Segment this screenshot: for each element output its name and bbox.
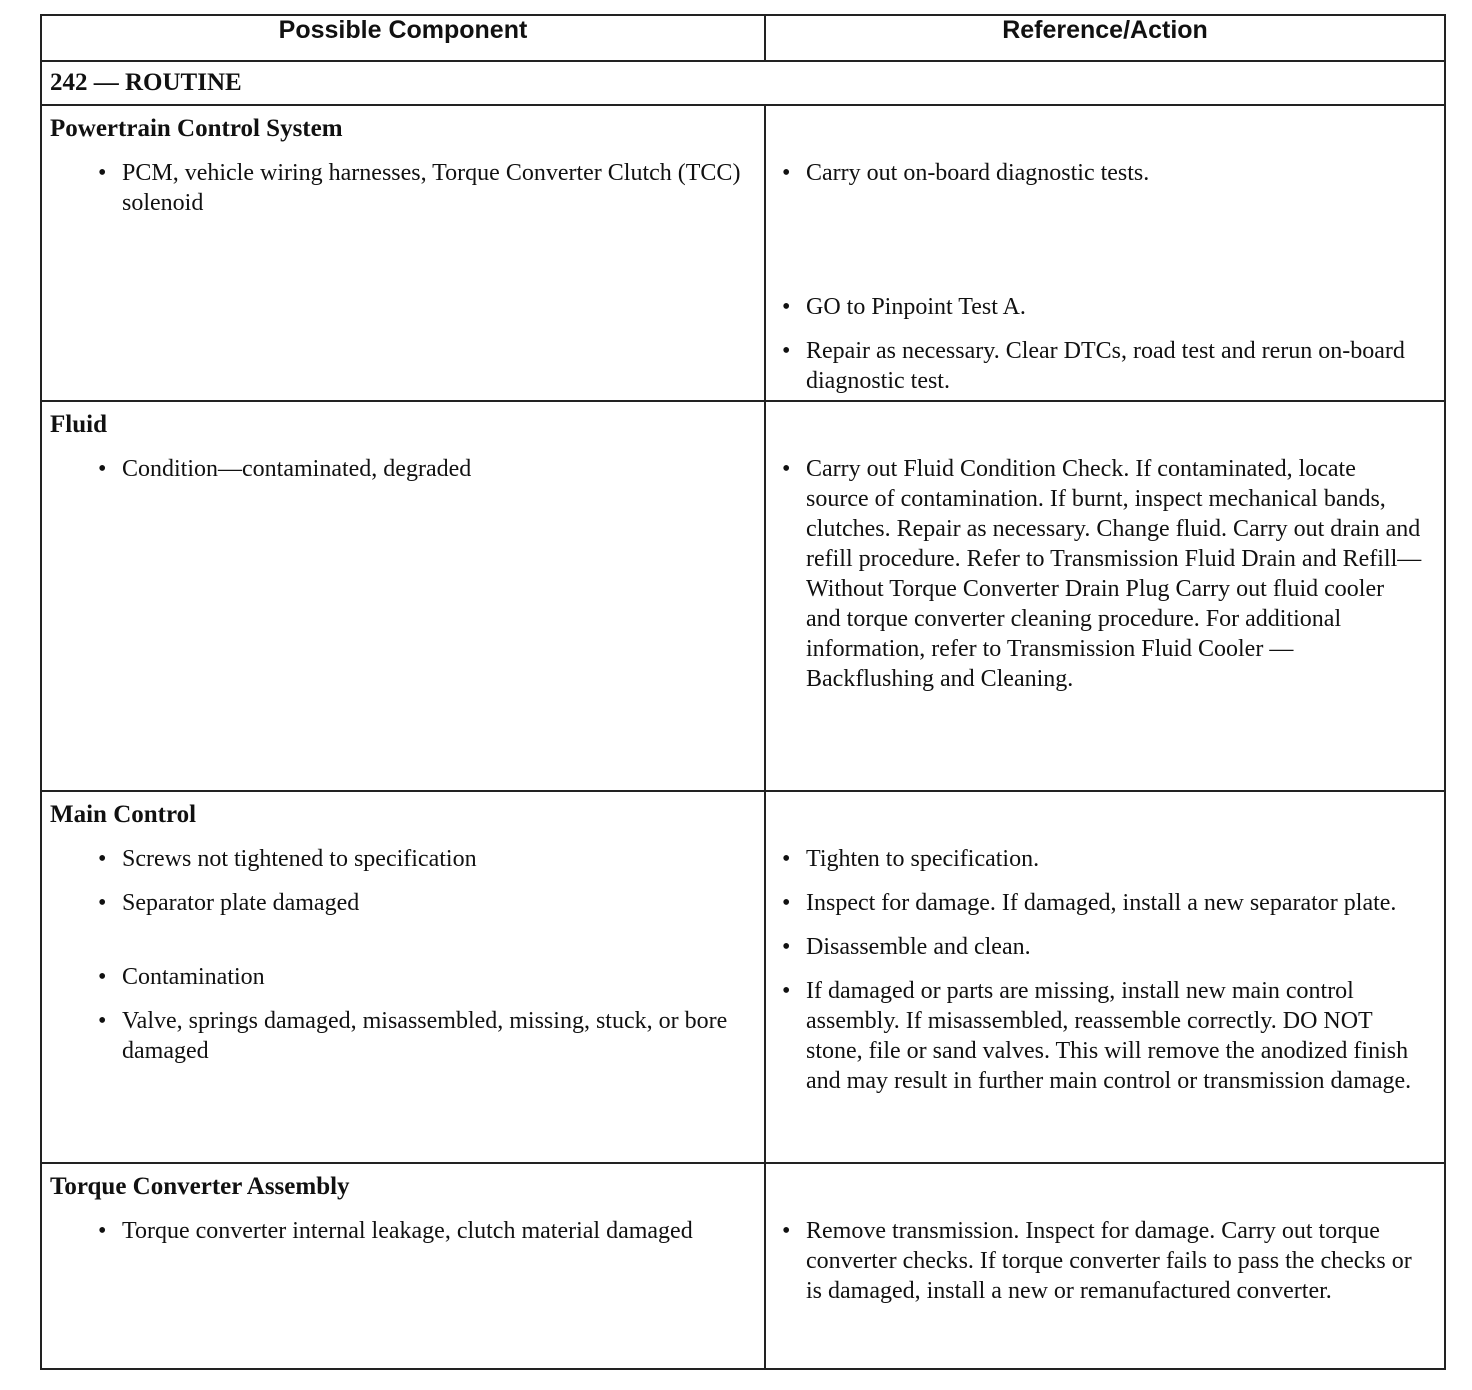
section-title: Fluid [50, 411, 107, 438]
action-item: • GO to Pinpoint Test A. [782, 294, 1026, 320]
action-cell [765, 1163, 1445, 1369]
action-item: • Tighten to specification. [782, 846, 1040, 872]
diagnosis-table [40, 14, 1446, 1370]
section-title: Main Control [50, 801, 197, 828]
bullet-icon: • [782, 934, 791, 960]
bullet-icon: • [782, 890, 791, 916]
component-item: • Contamination [98, 964, 265, 990]
bullet-icon: • [98, 846, 107, 872]
section-row-fluid [41, 401, 1445, 791]
section-row-powertrain [41, 105, 1445, 401]
component-item: • PCM, vehicle wiring harnesses, Torque Converter Clutch (TCC) solenoid [98, 160, 741, 216]
bullet-icon: • [782, 846, 791, 872]
bullet-icon: • [782, 294, 791, 320]
section-row-torque-converter [41, 1163, 1445, 1369]
action-item: • If damaged or parts are missing, install new main control assembly. If misassembled, reassemble correctly. DO NOT stone, file or sand valves. This will remove the anodized finish and may result in further main control or transmission damage. [782, 978, 1412, 1094]
component-cell [41, 791, 765, 1163]
section-title: Powertrain Control System [50, 115, 343, 142]
action-cell [765, 105, 1445, 401]
table-header-row [41, 15, 1445, 61]
component-cell [41, 1163, 765, 1369]
component-item: • Valve, springs damaged, misassembled, missing, stuck, or bore damaged [98, 1008, 728, 1064]
action-item: • Disassemble and clean. [782, 934, 1031, 960]
component-item: • Condition—contaminated, degraded [98, 456, 472, 482]
action-cell [765, 401, 1445, 791]
bullet-icon: • [782, 338, 791, 364]
bullet-icon: • [98, 1218, 107, 1244]
bullet-icon: • [98, 456, 107, 482]
bullet-icon: • [782, 160, 791, 186]
component-item: • Separator plate damaged [98, 890, 360, 916]
header-possible-component: Possible Component [41, 15, 765, 61]
bullet-icon: • [98, 890, 107, 916]
action-item: • Carry out on-board diagnostic tests. [782, 160, 1150, 186]
bullet-icon: • [98, 160, 107, 186]
component-item: • Torque converter internal leakage, clutch material damaged [98, 1218, 693, 1244]
bullet-icon: • [782, 456, 791, 482]
bullet-icon: • [98, 964, 107, 990]
component-cell [41, 105, 765, 401]
component-item: • Screws not tightened to specification [98, 846, 477, 872]
section-row-main-control [41, 791, 1445, 1163]
code-row [41, 61, 1445, 105]
header-reference-action: Reference/Action [765, 15, 1445, 61]
action-item: • Inspect for damage. If damaged, install a new separator plate. [782, 890, 1397, 916]
action-item: • Repair as necessary. Clear DTCs, road test and rerun on-board diagnostic test. [782, 338, 1405, 394]
component-cell [41, 401, 765, 791]
bullet-icon: • [98, 1008, 107, 1034]
action-item: • Remove transmission. Inspect for damage. Carry out torque converter checks. If torque converter fails to pass the checks or is damaged, install a new or remanufactured converter. [782, 1218, 1412, 1304]
diagnostic-code: 242 — ROUTINE [41, 61, 1445, 105]
action-item: • Carry out Fluid Condition Check. If contaminated, locate source of contamination. If burnt, inspect mechanical bands, clutches. Repair as necessary. Change fluid. Carry out drain and refill procedure. Refer to Transmission Fluid Drain and Refill—Without Torque Converter Drain Plug Carry out fluid cooler and torque converter cleaning procedure. For additional information, refer to Transmission Fluid Cooler — Backflushing and Cleaning. [782, 456, 1422, 692]
bullet-icon: • [782, 978, 791, 1004]
section-title: Torque Converter Assembly [50, 1173, 350, 1200]
action-cell [765, 791, 1445, 1163]
bullet-icon: • [782, 1218, 791, 1244]
